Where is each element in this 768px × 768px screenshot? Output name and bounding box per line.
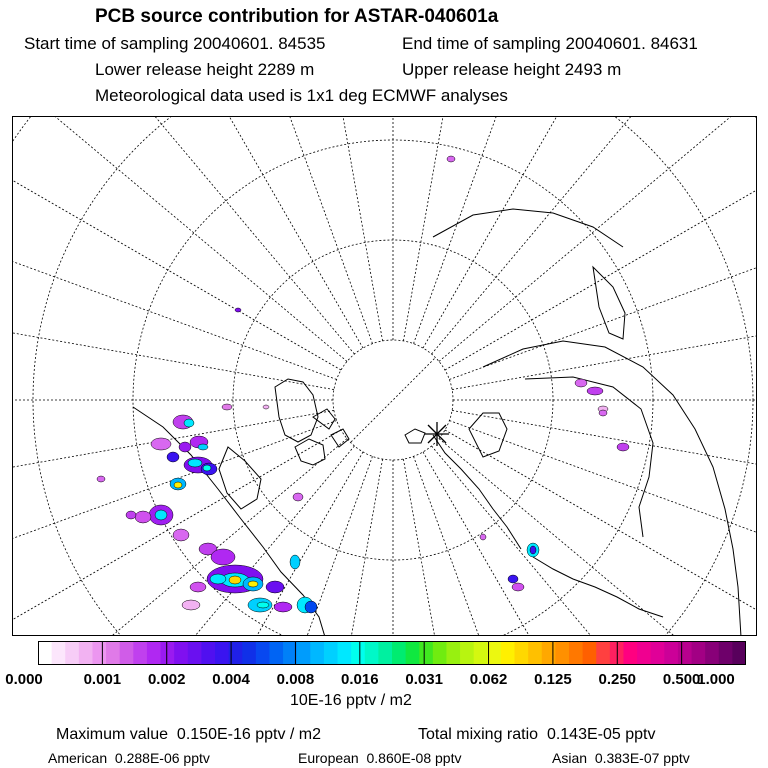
colorbar-swatch — [719, 641, 733, 665]
colorbar-swatch — [52, 641, 66, 665]
colorbar-swatch — [664, 641, 678, 665]
colorbar-swatch — [188, 641, 202, 665]
colorbar-swatch — [732, 641, 746, 665]
colorbar-swatch — [92, 641, 106, 665]
meridian-line — [13, 117, 354, 354]
contribution-blob — [182, 600, 200, 610]
total-mixing-value: 0.143E-05 pptv — [546, 726, 656, 743]
colorbar-units: 10E-16 pptv / m2 — [290, 692, 412, 709]
asian-value: 0.383E-07 pptv — [594, 750, 690, 766]
american-line — [48, 750, 210, 766]
meridian-line — [403, 117, 549, 341]
contribution-blob — [575, 379, 587, 387]
meridian-line — [423, 117, 757, 348]
contribution-blob — [210, 574, 226, 584]
colorbar-swatch — [623, 641, 637, 665]
colorbar-swatch — [215, 641, 229, 665]
contribution-blob — [188, 459, 202, 467]
colorbar-swatch — [692, 641, 706, 665]
contribution-blob — [274, 602, 292, 612]
colorbar-tick-label: 1.000 — [697, 671, 735, 688]
end-time-value: 20040601. 84631 — [565, 34, 698, 53]
contribution-blob — [530, 546, 536, 554]
colorbar-swatch — [242, 641, 256, 665]
contribution-blob — [248, 581, 258, 587]
colorbar-swatch — [406, 641, 420, 665]
asian-label: Asian — [552, 750, 588, 766]
asian-line — [552, 750, 690, 766]
meridian-line — [432, 117, 757, 354]
contribution-blob — [184, 419, 194, 427]
meridian-line — [13, 117, 341, 370]
contribution-blob — [599, 410, 607, 416]
european-value: 0.860E-08 pptv — [366, 750, 462, 766]
upper-height-label: Upper release height — [402, 60, 560, 79]
colorbar-swatch — [120, 641, 134, 665]
colorbar-swatch — [310, 641, 324, 665]
colorbar-tick-label: 0.500 — [662, 671, 701, 688]
colorbar-swatch — [201, 641, 215, 665]
colorbar — [38, 641, 746, 665]
lower-height-line — [95, 60, 314, 80]
colorbar-swatch — [133, 641, 147, 665]
pcb-contribution-field — [97, 156, 629, 613]
colorbar-swatch — [637, 641, 651, 665]
colorbar-swatch — [705, 641, 719, 665]
contribution-blob — [266, 581, 284, 593]
colorbar-swatch — [365, 641, 379, 665]
colorbar-swatch — [256, 641, 270, 665]
meridian-line — [13, 244, 334, 390]
contribution-blob — [211, 549, 235, 565]
contribution-blob — [508, 575, 518, 583]
colorbar-tick-label: 0.125 — [534, 671, 572, 688]
colorbar-tick-label: 0.001 — [83, 671, 122, 688]
meridian-line — [85, 117, 372, 344]
colorbar-swatch — [501, 641, 515, 665]
meridian-line — [13, 117, 363, 348]
colorbar-tick-label: 0.016 — [341, 671, 379, 688]
colorbar-swatch — [65, 641, 79, 665]
upper-height-value: 2493 m — [564, 60, 622, 79]
colorbar-swatch — [678, 641, 692, 665]
plot-title: PCB source contribution for ASTAR-040601a — [95, 6, 499, 27]
meridian-line — [439, 117, 757, 361]
contribution-blob — [203, 465, 211, 471]
colorbar-tick-label: 0.004 — [212, 671, 250, 688]
contribution-blob — [480, 534, 486, 540]
contribution-blob — [617, 443, 629, 451]
colorbar-swatch — [324, 641, 338, 665]
colorbar-swatch — [161, 641, 175, 665]
colorbar-tick-label: 0.250 — [598, 671, 637, 688]
colorbar-swatch — [542, 641, 556, 665]
colorbar-swatch — [583, 641, 597, 665]
colorbar-swatch — [147, 641, 161, 665]
meridian-line — [351, 358, 435, 442]
upper-height-line — [402, 60, 621, 80]
coastline-mediterranean — [533, 557, 663, 617]
total-mixing-line — [418, 726, 655, 744]
european-label: European — [298, 750, 359, 766]
coastline-europe — [433, 435, 521, 549]
contribution-blob — [97, 476, 105, 482]
contribution-blob — [173, 529, 189, 541]
contribution-blob — [235, 308, 241, 312]
latitude-circle — [13, 117, 757, 636]
contribution-blob — [155, 510, 167, 520]
meridian-line — [13, 117, 347, 361]
contribution-blob — [222, 404, 232, 410]
contribution-blob — [198, 444, 208, 450]
met-data-line: Meteorological data used is 1x1 deg ECMWF analyses — [95, 86, 508, 105]
max-value-line — [56, 726, 321, 744]
end-time-line — [402, 34, 698, 54]
meridian-line — [414, 117, 701, 344]
total-mixing-label: Total mixing ratio — [418, 726, 539, 743]
colorbar-swatch — [460, 641, 474, 665]
meridian-line — [13, 117, 337, 379]
colorbar-swatch — [38, 641, 52, 665]
start-time-value: 20040601. 84535 — [193, 34, 326, 53]
contribution-blob — [305, 601, 317, 613]
contribution-blob — [179, 442, 191, 452]
meridian-line — [449, 117, 757, 379]
latitude-circle — [13, 117, 757, 636]
colorbar-swatch — [378, 641, 392, 665]
colorbar-swatch — [569, 641, 583, 665]
meridian-line — [414, 456, 701, 636]
coastline-arctic-islands — [295, 409, 349, 465]
coastline-iceland — [405, 429, 425, 443]
contribution-blob — [174, 482, 182, 488]
coastline-asia — [483, 341, 741, 636]
contribution-blob — [135, 511, 151, 523]
lower-height-value: 2289 m — [257, 60, 315, 79]
colorbar-swatch — [106, 641, 120, 665]
max-value: 0.150E-16 pptv / m2 — [176, 726, 322, 743]
start-time-label: Start time of sampling — [24, 34, 189, 53]
colorbar-swatch — [351, 641, 365, 665]
lat-lon-grid — [13, 117, 757, 636]
contribution-blob — [229, 576, 241, 584]
colorbar-swatch — [474, 641, 488, 665]
colorbar-swatch — [487, 641, 501, 665]
colorbar-tick-label: 0.002 — [147, 671, 186, 688]
meridian-line — [237, 117, 383, 341]
polar-map[interactable] — [12, 116, 757, 636]
american-value: 0.288E-06 pptv — [114, 750, 210, 766]
colorbar-swatch — [596, 641, 610, 665]
contribution-blob — [293, 493, 303, 501]
end-time-label: End time of sampling — [402, 34, 561, 53]
colorbar-swatch — [515, 641, 529, 665]
meridian-line — [452, 410, 757, 556]
colorbar-swatch — [338, 641, 352, 665]
contribution-blob — [512, 583, 524, 591]
contribution-blob — [447, 156, 455, 162]
contribution-blob — [151, 438, 171, 450]
colorbar-swatch — [555, 641, 569, 665]
contribution-blob — [126, 511, 136, 519]
colorbar-tick-label: 0.008 — [276, 671, 315, 688]
start-time-line — [24, 34, 326, 54]
coastline-greenland — [275, 379, 318, 442]
contribution-blob — [587, 387, 603, 395]
meridian-line — [432, 446, 757, 636]
meridian-line — [449, 421, 757, 636]
colorbar-tick-label: 0.062 — [469, 671, 508, 688]
contribution-blob — [190, 582, 206, 592]
coastline-hudson — [219, 447, 261, 509]
contribution-blob — [263, 405, 269, 409]
colorbar-tick-label: 0.000 — [5, 671, 43, 688]
lower-height-label: Lower release height — [95, 60, 253, 79]
contribution-blob — [167, 452, 179, 462]
colorbar-swatch — [528, 641, 542, 665]
colorbar-swatch — [651, 641, 665, 665]
colorbar-swatch — [174, 641, 188, 665]
contribution-blob — [257, 602, 269, 608]
european-line — [298, 750, 461, 766]
contribution-blob — [290, 555, 300, 569]
meridian-line — [452, 244, 757, 390]
coastline-alaska — [433, 209, 623, 247]
colorbar-swatch — [446, 641, 460, 665]
meridian-line — [423, 452, 757, 636]
colorbar-swatch — [269, 641, 283, 665]
coastline-siberia — [525, 377, 653, 537]
max-value-label: Maximum value — [56, 726, 169, 743]
coastline-kamchatka — [593, 267, 625, 339]
receptor-asterisk-icon[interactable] — [425, 422, 449, 446]
colorbar-swatch — [297, 641, 311, 665]
meridian-line — [85, 456, 372, 636]
meridian-line — [439, 439, 757, 636]
american-label: American — [48, 750, 108, 766]
colorbar-tick-label: 0.031 — [405, 671, 443, 688]
colorbar-swatch — [392, 641, 406, 665]
colorbar-swatch — [433, 641, 447, 665]
colorbar-swatch — [79, 641, 93, 665]
colorbar-swatch — [419, 641, 433, 665]
